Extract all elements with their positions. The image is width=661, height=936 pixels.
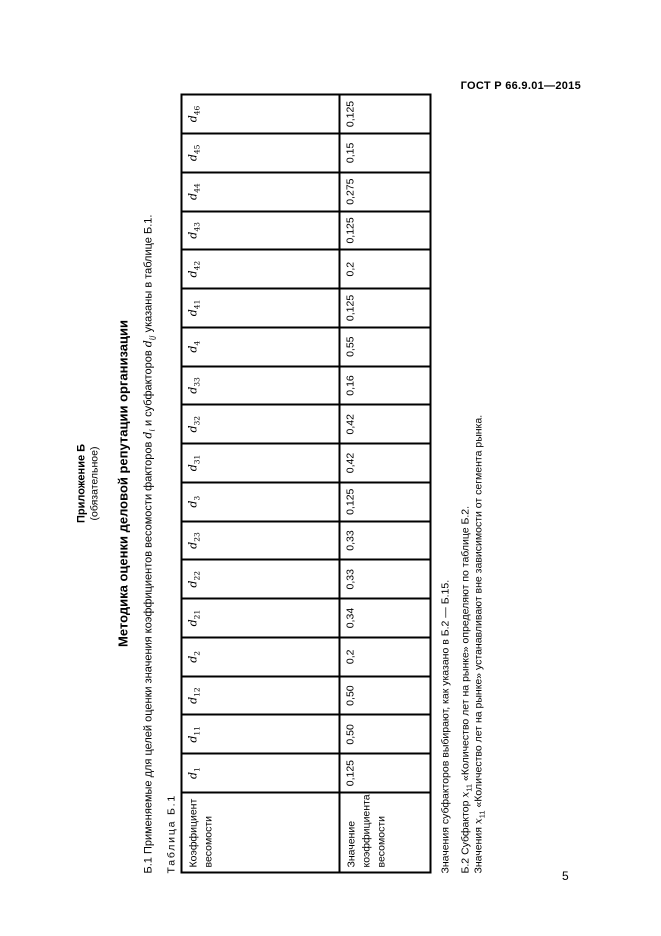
coefficient-label-cell: $d_4$ (181, 327, 339, 366)
coefficient-value-cell: 0,42 (339, 404, 430, 443)
coefficient-label-cell: $d_{11}$ (181, 714, 339, 753)
coefficient-label-cell: $d_{23}$ (181, 521, 339, 560)
page-number: 5 (562, 869, 569, 883)
coefficient-value-cell: 0,34 (339, 598, 430, 637)
table-label: Таблица Б.1 (165, 793, 177, 873)
note-subfactors: Значения субфакторов выбирают, как указано в Б.2 — Б.15. (439, 579, 451, 873)
coefficient-label-cell: $d_{33}$ (181, 366, 339, 405)
coefficient-value-cell: 0,2 (339, 637, 430, 676)
table-row-coefficients (181, 94, 339, 872)
coefficient-label-cell: $d_{41}$ (181, 288, 339, 327)
paragraph-b2-note: Значения $x_{11}$ «Количество лет на рынке» устанавливают вне зависимости от сегмента рынка. (472, 414, 487, 873)
coefficient-label-cell: $d_{31}$ (181, 443, 339, 482)
table-b1 (180, 93, 431, 873)
coefficient-label-cell: $d_{22}$ (181, 559, 339, 598)
doc-number: ГОСТ Р 66.9.01—2015 (460, 80, 581, 92)
coefficient-value-cell: 0,125 (339, 753, 430, 792)
coefficient-value-cell: 0,125 (339, 94, 430, 133)
paragraph-b1: Б.1 Применяемые для целей оценки значения коэффициентов весомости факторов $d_i$ и субфакторов $d_{ij}$ указаны в таблице Б.1. (141, 214, 157, 873)
coefficient-label-cell: $d_1$ (181, 753, 339, 792)
content-area (0, 93, 487, 873)
coefficient-label-cell: $d_{44}$ (181, 172, 339, 211)
row-header-value: Значение коэффициента весомости (339, 792, 430, 872)
coefficient-value-cell: 0,125 (339, 482, 430, 521)
coefficient-value-cell: 0,33 (339, 521, 430, 560)
appendix-heading: Методика оценки деловой репутации организации (115, 319, 130, 647)
coefficient-label-cell: $d_{12}$ (181, 676, 339, 715)
coefficient-label-cell: $d_{46}$ (181, 94, 339, 133)
coefficient-value-cell: 0,275 (339, 172, 430, 211)
coefficient-value-cell: 0,15 (339, 133, 430, 172)
appendix-label: Приложение Б (75, 443, 87, 523)
coefficient-label-cell: $d_{42}$ (181, 249, 339, 288)
coefficient-value-cell: 0,55 (339, 327, 430, 366)
coefficient-value-cell: 0,125 (339, 211, 430, 250)
coefficient-value-cell: 0,50 (339, 676, 430, 715)
coefficient-label-cell: $d_{21}$ (181, 598, 339, 637)
coefficient-value-cell: 0,50 (339, 714, 430, 753)
coefficient-value-cell: 0,42 (339, 443, 430, 482)
coefficient-value-cell: 0,33 (339, 559, 430, 598)
coefficient-value-cell: 0,2 (339, 249, 430, 288)
coefficient-label-cell: $d_{45}$ (181, 133, 339, 172)
paragraph-b2: Б.2 Субфактор $x_{11}$ «Количество лет на рынке» определяют по таблице Б.2. (459, 505, 474, 873)
row-header-coefficient: Коэффициент весомости (181, 792, 339, 872)
coefficient-value-cell: 0,16 (339, 366, 430, 405)
coefficient-label-cell: $d_{32}$ (181, 404, 339, 443)
appendix-obligation: (обязательное) (88, 446, 100, 520)
coefficient-label-cell: $d_3$ (181, 482, 339, 521)
table-row-values (339, 94, 430, 872)
coefficient-label-cell: $d_2$ (181, 637, 339, 676)
coefficient-label-cell: $d_{43}$ (181, 211, 339, 250)
coefficient-value-cell: 0,125 (339, 288, 430, 327)
